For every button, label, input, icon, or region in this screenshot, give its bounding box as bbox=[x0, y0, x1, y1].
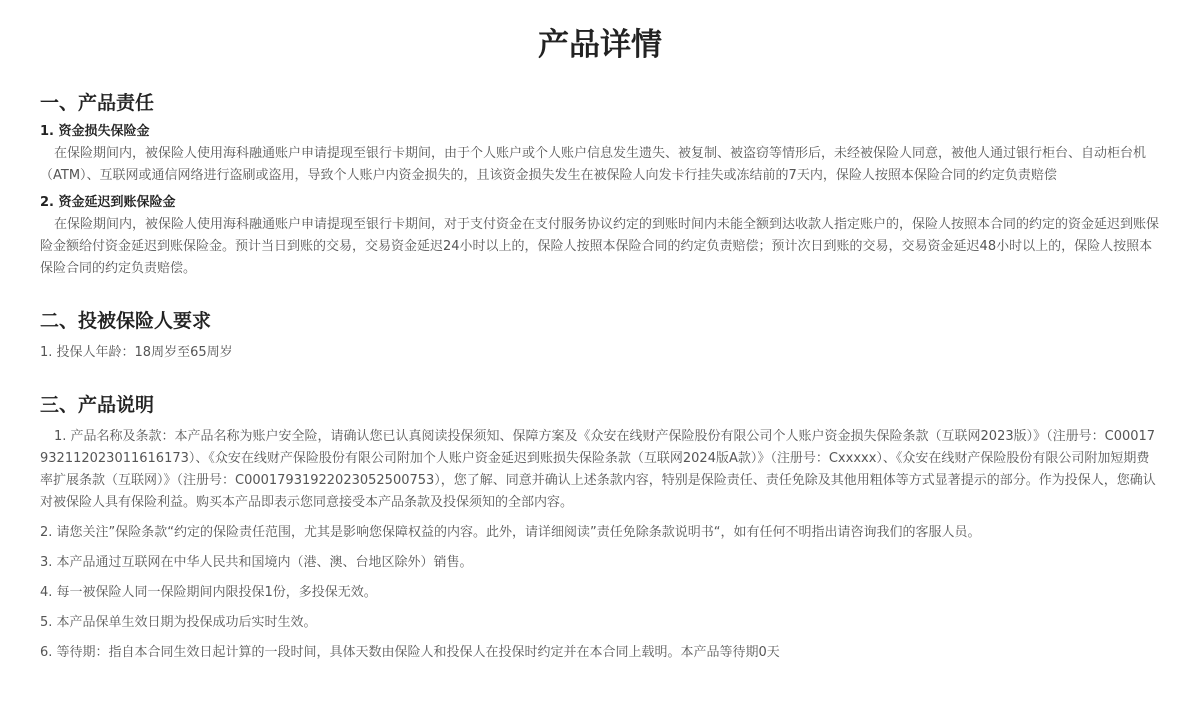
description-line: 2. 请您关注”保险条款“约定的保险责任范围，尤其是影响您保障权益的内容。此外，请详细阅读”责任免除条款说明书“，如有任何不明指出请咨询我们的客服人员。 bbox=[40, 525, 981, 540]
subsection-title: 1. 资金损失保险金 bbox=[40, 124, 150, 139]
description-line: 6. 等待期：指自本合同生效日起计算的一段时间，具体天数由保险人和投保人在投保时约定并在本合同上载明。本产品等待期0天 bbox=[40, 645, 780, 660]
requirement-line: 1. 投保人年龄：18周岁至65周岁 bbox=[40, 345, 233, 360]
section-product-description bbox=[40, 392, 1160, 664]
subsection-title: 2. 资金延迟到账保险金 bbox=[40, 195, 176, 210]
description-line: 3. 本产品通过互联网在中华人民共和国境内（港、澳、台地区除外）销售。 bbox=[40, 555, 473, 570]
description-line: 1. 产品名称及条款：本产品名称为账户安全险，请确认您已认真阅读投保须知、保障方案及《众安在线财产保险股份有限公司个人账户资金损失保险条款（互联网2023版）》（注册号：C00017932112023011616173）、《众安在线财产保险股份有限公司附加个人账户资金延迟到账损失保险条款（互联网2024版A款）》（注册号：Cxxxxx）、《众安在线财产保险股份有限公司附加短期费率扩展条款（互联网）》（注册号：C00017931922023052500753），您了解、同意并确认上述条款内容，特别是保险责任、责任免除及其他用粗体等方式显著提示的部分。作为投保人，您确认对被保险人具有保险利益。购买本产品即表示您同意接受本产品条款及投保须知的全部内容。 bbox=[40, 429, 1156, 510]
page-title: 产品详情 bbox=[538, 27, 662, 63]
section-title: 三、产品说明 bbox=[40, 394, 155, 416]
liability-paragraph: 在保险期间内，被保险人使用海科融通账户申请提现至银行卡期间，由于个人账户或个人账户信息发生遗失、被复制、被盗窃等情形后，未经被保险人同意，被他人通过银行柜台、自动柜台机（ATM）、互联网或通信网络进行盗刷或盗用，导致个人账户内资金损失的，且该资金损失发生在被保险人向发卡行挂失或冻结前的7天内，保险人按照本保险合同的约定负责赔偿 bbox=[40, 146, 1147, 183]
section-product-liability bbox=[40, 90, 1160, 280]
section-title: 一、产品责任 bbox=[40, 92, 155, 114]
section-title: 二、投被保险人要求 bbox=[40, 310, 212, 332]
section-insured-requirements bbox=[40, 308, 1160, 364]
description-line: 4. 每一被保险人同一保险期间内限投保1份，多投保无效。 bbox=[40, 585, 377, 600]
liability-paragraph: 在保险期间内，被保险人使用海科融通账户申请提现至银行卡期间，对于支付资金在支付服务协议约定的到账时间内未能全额到达收款人指定账户的，保险人按照本合同的约定的资金延迟到账保险金额给付资金延迟到账保险金。预计当日到账的交易，交易资金延迟24小时以上的，保险人按照本保险合同的约定负责赔偿；预计次日到账的交易，交易资金延迟48小时以上的，保险人按照本保险合同的约定负责赔偿。 bbox=[40, 217, 1160, 276]
description-line: 5. 本产品保单生效日期为投保成功后实时生效。 bbox=[40, 615, 317, 630]
